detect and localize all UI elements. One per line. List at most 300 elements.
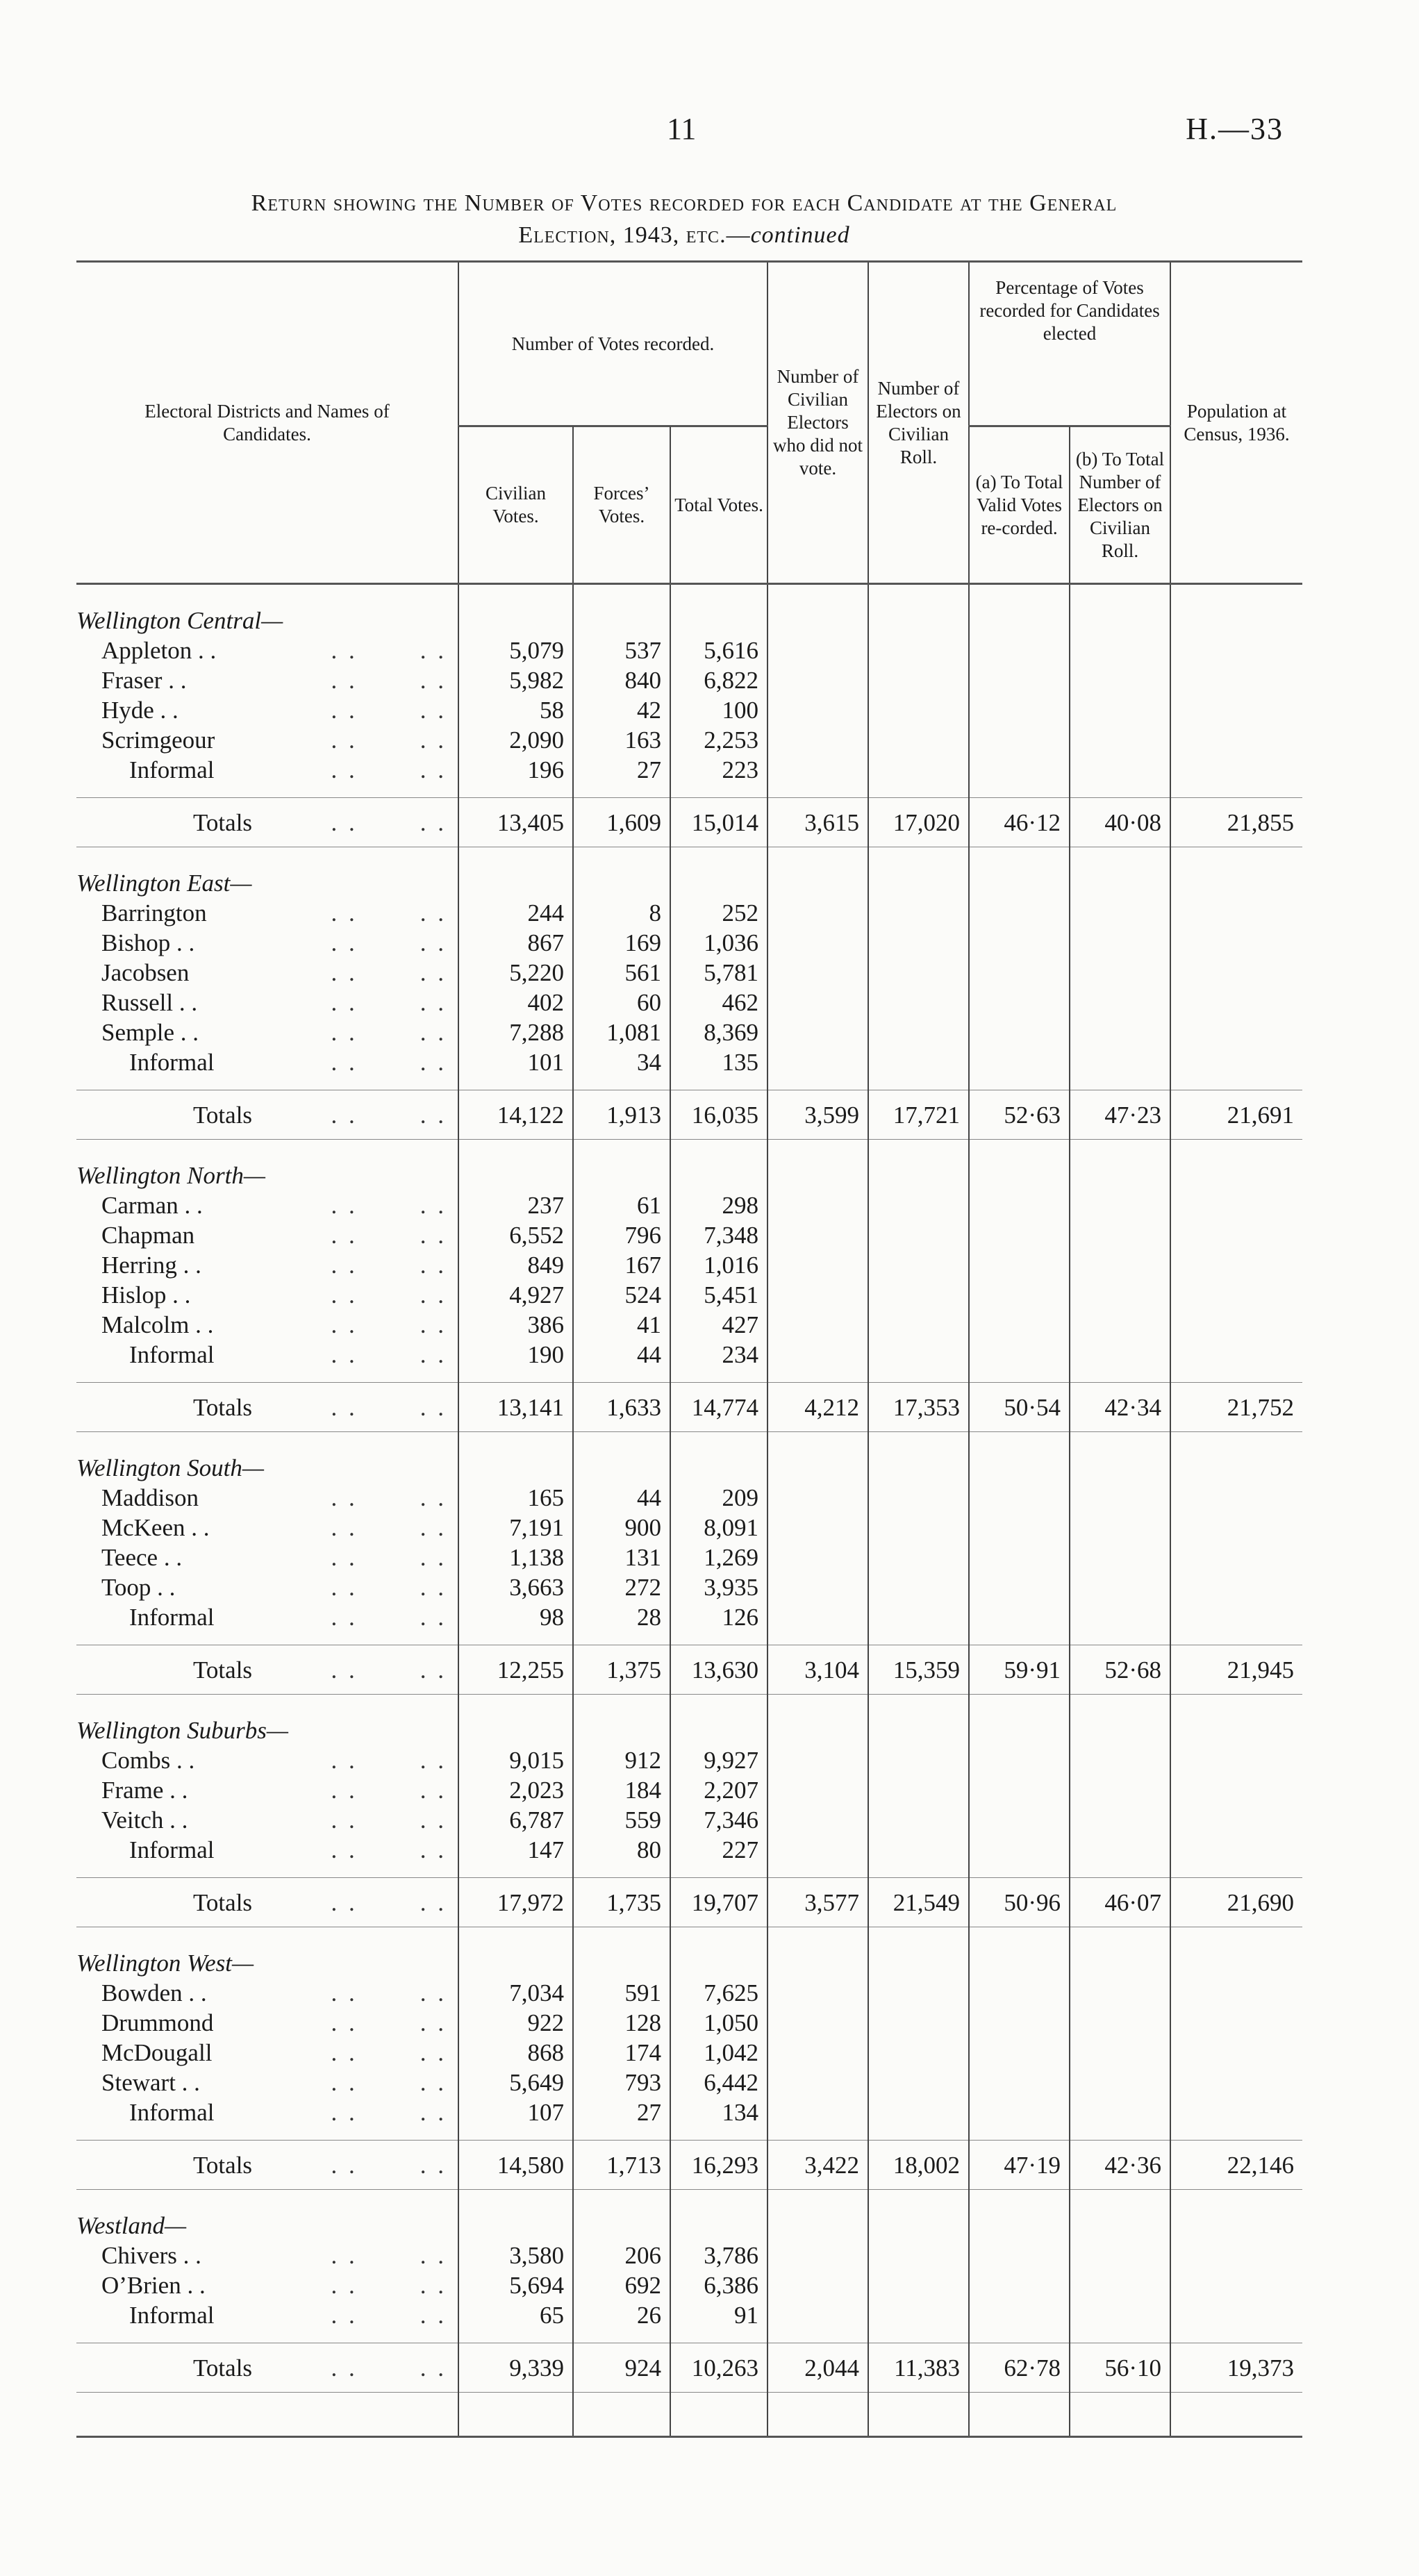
empty-cell <box>969 755 1070 785</box>
candidate-cell <box>76 1775 458 1805</box>
votes-civ: 3,580 <box>458 2241 573 2270</box>
empty-cell <box>1070 1572 1170 1602</box>
empty-cell <box>573 2330 670 2343</box>
votes-forces: 559 <box>573 1805 670 1835</box>
votes-total: 223 <box>670 755 767 785</box>
candidate-name-wrap <box>101 2008 458 2038</box>
votes-forces: 900 <box>573 1513 670 1543</box>
empty-cell <box>868 1280 969 1310</box>
empty-cell <box>969 2300 1070 2330</box>
totals-nonvoters: 4,212 <box>767 1383 868 1432</box>
candidate-name-wrap <box>101 1017 458 1047</box>
candidate-name-wrap <box>101 665 458 695</box>
empty-cell <box>767 584 868 636</box>
empty-cell <box>868 1835 969 1865</box>
table-row <box>76 1250 1302 1280</box>
leader-dots <box>331 928 447 958</box>
spacer-row <box>76 1865 1302 1878</box>
empty-cell <box>969 1865 1070 1878</box>
votes-civ: 5,694 <box>458 2270 573 2300</box>
empty-cell <box>868 2068 969 2097</box>
candidate-cell <box>76 1572 458 1602</box>
leader-dots-1: . . <box>331 1514 358 1541</box>
votes-civ: 58 <box>458 695 573 725</box>
totals-label-wrap <box>193 1888 458 1918</box>
table-row <box>76 1602 1302 1632</box>
candidate-cell <box>76 898 458 928</box>
leader-dots-1: . . <box>331 1019 358 1046</box>
empty-cell <box>868 1340 969 1370</box>
candidate-cell <box>76 635 458 665</box>
candidate-name: Veitch . . <box>101 1806 188 1834</box>
empty-cell <box>1170 2190 1302 2241</box>
totals-nonvoters: 3,577 <box>767 1878 868 1927</box>
empty-cell <box>969 1775 1070 1805</box>
leader-dots <box>331 2150 447 2180</box>
leader-dots-1: . . <box>331 2151 358 2179</box>
table-body <box>76 584 1302 2437</box>
leader-dots-2: . . <box>420 756 447 783</box>
leader-dots-2: . . <box>420 2099 447 2126</box>
leader-dots <box>331 1393 447 1422</box>
totals-civ: 13,141 <box>458 1383 573 1432</box>
leader-dots <box>331 1543 447 1572</box>
candidate-name-wrap <box>129 2097 458 2127</box>
votes-total: 298 <box>670 1190 767 1220</box>
empty-cell <box>969 1432 1070 1484</box>
empty-cell <box>969 1140 1070 1191</box>
empty-cell <box>1170 1978 1302 2008</box>
district-name: Wellington Suburbs— <box>76 1717 288 1744</box>
totals-label-cell <box>76 1878 458 1927</box>
totals-forces: 1,735 <box>573 1878 670 1927</box>
leader-dots <box>331 988 447 1017</box>
candidate-name-wrap <box>101 635 458 665</box>
votes-total: 134 <box>670 2097 767 2127</box>
empty-cell <box>767 2008 868 2038</box>
empty-cell <box>458 2393 573 2437</box>
empty-cell <box>573 1432 670 1484</box>
empty-cell <box>767 2300 868 2330</box>
empty-cell <box>1170 2270 1302 2300</box>
empty-cell <box>969 1250 1070 1280</box>
candidate-name-wrap <box>101 1310 458 1340</box>
title-main: Return showing the Number of Votes recorded for each Candidate at the General <box>251 190 1118 216</box>
empty-cell <box>868 1513 969 1543</box>
empty-cell <box>969 1370 1070 1383</box>
leader-dots-1: . . <box>331 1311 358 1338</box>
empty-cell <box>1170 2097 1302 2127</box>
candidate-cell <box>76 755 458 785</box>
empty-cell <box>868 928 969 958</box>
empty-cell <box>868 1140 969 1191</box>
empty-cell <box>969 1602 1070 1632</box>
empty-cell <box>1070 1047 1170 1077</box>
votes-forces: 163 <box>573 725 670 755</box>
votes-forces: 26 <box>573 2300 670 2330</box>
empty-cell <box>1170 725 1302 755</box>
votes-forces: 167 <box>573 1250 670 1280</box>
leader-dots <box>331 635 447 665</box>
leader-dots-1: . . <box>331 1574 358 1601</box>
votes-civ: 2,023 <box>458 1775 573 1805</box>
empty-cell <box>1070 1370 1170 1383</box>
empty-cell <box>670 1927 767 1979</box>
spacer-row <box>76 2127 1302 2141</box>
totals-total: 16,293 <box>670 2141 767 2190</box>
table-row <box>76 1047 1302 1077</box>
totals-row <box>76 2343 1302 2393</box>
empty-cell <box>969 695 1070 725</box>
votes-civ: 849 <box>458 1250 573 1280</box>
empty-cell <box>868 1865 969 1878</box>
empty-cell <box>1170 1340 1302 1370</box>
candidate-name-wrap <box>101 695 458 725</box>
empty-cell <box>868 2300 969 2330</box>
votes-total: 1,016 <box>670 1250 767 1280</box>
empty-cell <box>868 635 969 665</box>
empty-cell <box>969 725 1070 755</box>
empty-cell <box>1170 1865 1302 1878</box>
leader-dots <box>331 1775 447 1805</box>
empty-cell <box>969 958 1070 988</box>
votes-forces: 8 <box>573 898 670 928</box>
empty-cell <box>1170 1543 1302 1572</box>
leader-dots-2: . . <box>420 1836 447 1863</box>
votes-civ: 101 <box>458 1047 573 1077</box>
leader-dots <box>331 1655 447 1685</box>
candidate-name: Carman . . <box>101 1192 203 1219</box>
empty-cell <box>1070 1632 1170 1645</box>
empty-cell <box>1170 1695 1302 1746</box>
spacer-row <box>76 2330 1302 2343</box>
votes-total: 7,346 <box>670 1805 767 1835</box>
votes-total: 91 <box>670 2300 767 2330</box>
totals-label-wrap <box>193 2353 458 2383</box>
votes-forces: 44 <box>573 1340 670 1370</box>
leader-dots <box>331 1602 447 1632</box>
leader-dots-2: . . <box>420 1656 447 1684</box>
totals-label-wrap <box>193 1655 458 1685</box>
candidate-cell <box>76 1250 458 1280</box>
totals-population: 21,752 <box>1170 1383 1302 1432</box>
votes-total: 1,269 <box>670 1543 767 1572</box>
empty-cell <box>767 928 868 958</box>
col-forces: Forces’ Votes. <box>573 426 670 584</box>
empty-cell <box>1070 1775 1170 1805</box>
table-row <box>76 1543 1302 1572</box>
candidate-name: Hyde . . <box>101 697 179 724</box>
candidate-name-wrap <box>101 1220 458 1250</box>
leader-dots-2: . . <box>420 1049 447 1076</box>
totals-pct-a: 59·91 <box>969 1645 1070 1695</box>
empty-cell <box>868 1775 969 1805</box>
totals-civ: 13,405 <box>458 798 573 847</box>
leader-dots <box>331 1280 447 1310</box>
empty-cell <box>1170 1632 1302 1645</box>
empty-cell <box>767 898 868 928</box>
empty-cell <box>767 988 868 1017</box>
leader-dots <box>331 1805 447 1835</box>
candidate-cell <box>76 988 458 1017</box>
empty-cell <box>868 1047 969 1077</box>
votes-total: 3,786 <box>670 2241 767 2270</box>
empty-cell <box>767 1632 868 1645</box>
votes-return-table <box>76 260 1302 2438</box>
candidate-name-wrap <box>129 1047 458 1077</box>
candidate-cell <box>76 1280 458 1310</box>
empty-cell <box>458 847 573 899</box>
empty-cell <box>767 1483 868 1513</box>
empty-cell <box>670 1865 767 1878</box>
votes-total: 234 <box>670 1340 767 1370</box>
candidate-name: Chapman <box>101 1222 195 1249</box>
empty-cell <box>458 785 573 798</box>
empty-cell <box>1070 1745 1170 1775</box>
empty-cell <box>1170 2330 1302 2343</box>
candidate-name: Teece . . <box>101 1544 183 1571</box>
empty-cell <box>1070 898 1170 928</box>
empty-cell <box>969 847 1070 899</box>
table-row <box>76 988 1302 1017</box>
district-name: Wellington East— <box>76 870 252 897</box>
leader-dots-1: . . <box>331 1888 358 1916</box>
empty-cell <box>868 1543 969 1572</box>
candidate-name-wrap <box>101 1543 458 1572</box>
leader-dots <box>331 2008 447 2038</box>
empty-cell <box>767 1513 868 1543</box>
empty-cell <box>868 1432 969 1484</box>
empty-cell <box>969 1835 1070 1865</box>
empty-cell <box>573 1632 670 1645</box>
leader-dots <box>331 1978 447 2008</box>
empty-cell <box>969 1572 1070 1602</box>
votes-civ: 4,927 <box>458 1280 573 1310</box>
candidate-name: Scrimgeour <box>101 726 215 754</box>
totals-label-cell <box>76 1383 458 1432</box>
empty-cell <box>767 1978 868 2008</box>
totals-label-cell <box>76 2141 458 2190</box>
leader-dots-1: . . <box>331 1049 358 1076</box>
leader-dots-2: . . <box>420 989 447 1016</box>
leader-dots <box>331 1513 447 1543</box>
table-row <box>76 1340 1302 1370</box>
empty-cell <box>1170 2127 1302 2141</box>
candidate-name-wrap <box>101 2068 458 2097</box>
totals-electors: 17,721 <box>868 1090 969 1140</box>
empty-cell <box>868 2097 969 2127</box>
empty-cell <box>1170 1432 1302 1484</box>
leader-dots-2: . . <box>420 726 447 754</box>
empty-cell <box>868 1745 969 1775</box>
candidate-name: Informal <box>129 756 215 783</box>
leader-dots-1: . . <box>331 2069 358 2096</box>
totals-label: Totals <box>193 1393 253 1421</box>
candidate-name-wrap <box>101 898 458 928</box>
votes-forces: 840 <box>573 665 670 695</box>
leader-dots-2: . . <box>420 929 447 956</box>
empty-cell <box>458 1865 573 1878</box>
totals-nonvoters: 3,615 <box>767 798 868 847</box>
empty-cell <box>969 1017 1070 1047</box>
votes-civ: 196 <box>458 755 573 785</box>
empty-cell <box>670 1077 767 1090</box>
empty-cell <box>573 1077 670 1090</box>
empty-cell <box>767 1017 868 1047</box>
totals-label: Totals <box>193 1888 253 1916</box>
empty-cell <box>767 1835 868 1865</box>
empty-cell <box>573 1695 670 1746</box>
votes-total: 2,253 <box>670 725 767 755</box>
empty-cell <box>458 1927 573 1979</box>
totals-electors: 11,383 <box>868 2343 969 2393</box>
empty-cell <box>1070 1017 1170 1047</box>
empty-cell <box>1070 928 1170 958</box>
leader-dots-1: . . <box>331 637 358 664</box>
table-row <box>76 1835 1302 1865</box>
totals-population: 21,945 <box>1170 1645 1302 1695</box>
totals-nonvoters: 3,104 <box>767 1645 868 1695</box>
candidate-cell <box>76 725 458 755</box>
empty-cell <box>1070 2241 1170 2270</box>
empty-cell <box>868 584 969 636</box>
empty-cell <box>458 1695 573 1746</box>
candidate-name-wrap <box>101 958 458 988</box>
totals-pct-a: 50·96 <box>969 1878 1070 1927</box>
page-title <box>69 188 1299 251</box>
votes-forces: 128 <box>573 2008 670 2038</box>
candidate-name-wrap <box>101 1572 458 1602</box>
leader-dots-1: . . <box>331 1656 358 1684</box>
empty-cell <box>868 1370 969 1383</box>
leader-dots <box>331 1250 447 1280</box>
table-row <box>76 2097 1302 2127</box>
votes-civ: 1,138 <box>458 1543 573 1572</box>
leader-dots-2: . . <box>420 1281 447 1308</box>
empty-cell <box>969 1047 1070 1077</box>
empty-cell <box>767 1280 868 1310</box>
empty-cell <box>1170 1077 1302 1090</box>
totals-label: Totals <box>193 808 253 836</box>
leader-dots-2: . . <box>420 667 447 694</box>
empty-cell <box>1170 755 1302 785</box>
empty-cell <box>767 2393 868 2437</box>
totals-total: 10,263 <box>670 2343 767 2393</box>
leader-dots-1: . . <box>331 2099 358 2126</box>
col-electors: Number of Electors on Civilian Roll. <box>868 262 969 584</box>
leader-dots-1: . . <box>331 929 358 956</box>
totals-pct-a: 52·63 <box>969 1090 1070 1140</box>
totals-pct-a: 62·78 <box>969 2343 1070 2393</box>
votes-total: 6,386 <box>670 2270 767 2300</box>
col-districts: Electoral Districts and Names of Candidates. <box>76 262 458 584</box>
empty-cell <box>767 1340 868 1370</box>
leader-dots <box>331 1483 447 1513</box>
leader-dots-2: . . <box>420 1393 447 1421</box>
empty-cell <box>1170 1370 1302 1383</box>
leader-dots <box>331 2038 447 2068</box>
empty-cell <box>1070 1310 1170 1340</box>
table-row <box>76 2300 1302 2330</box>
empty-cell <box>1070 1220 1170 1250</box>
empty-cell <box>1070 1513 1170 1543</box>
empty-cell <box>1070 988 1170 1017</box>
candidate-cell <box>76 1220 458 1250</box>
leader-dots <box>331 1572 447 1602</box>
candidate-cell <box>76 1543 458 1572</box>
empty-cell <box>969 1632 1070 1645</box>
empty-cell <box>1070 695 1170 725</box>
totals-forces: 1,713 <box>573 2141 670 2190</box>
votes-forces: 1,081 <box>573 1017 670 1047</box>
votes-civ: 7,288 <box>458 1017 573 1047</box>
candidate-name-wrap <box>101 2270 458 2300</box>
empty-cell <box>868 1695 969 1746</box>
leader-dots <box>331 1340 447 1370</box>
empty-cell <box>76 2393 458 2437</box>
table-row <box>76 1220 1302 1250</box>
empty-cell <box>767 1695 868 1746</box>
empty-cell <box>868 1978 969 2008</box>
candidate-cell <box>76 1190 458 1220</box>
candidate-cell <box>76 2270 458 2300</box>
votes-civ: 5,982 <box>458 665 573 695</box>
leader-dots <box>331 808 447 838</box>
empty-cell <box>868 1927 969 1979</box>
empty-cell <box>868 988 969 1017</box>
votes-forces: 561 <box>573 958 670 988</box>
totals-nonvoters: 3,599 <box>767 1090 868 1140</box>
empty-cell <box>1170 1572 1302 1602</box>
empty-cell <box>868 1602 969 1632</box>
empty-cell <box>573 2127 670 2141</box>
leader-dots <box>331 1835 447 1865</box>
candidate-cell <box>76 2068 458 2097</box>
empty-cell <box>969 635 1070 665</box>
empty-cell <box>969 1513 1070 1543</box>
col-pct-b: (b) To Total Number of Electors on Civilian Roll. <box>1070 426 1170 584</box>
votes-forces: 692 <box>573 2270 670 2300</box>
votes-civ: 237 <box>458 1190 573 1220</box>
votes-total: 209 <box>670 1483 767 1513</box>
totals-pct-a: 47·19 <box>969 2141 1070 2190</box>
leader-dots <box>331 2353 447 2383</box>
empty-cell <box>670 1695 767 1746</box>
leader-dots-1: . . <box>331 2039 358 2066</box>
candidate-cell <box>76 1310 458 1340</box>
totals-pct-b: 42·34 <box>1070 1383 1170 1432</box>
empty-cell <box>1070 1432 1170 1484</box>
votes-forces: 27 <box>573 755 670 785</box>
votes-civ: 147 <box>458 1835 573 1865</box>
empty-cell <box>969 1805 1070 1835</box>
candidate-cell <box>76 2038 458 2068</box>
candidate-name-wrap <box>101 988 458 1017</box>
col-population: Population at Census, 1936. <box>1170 262 1302 584</box>
totals-label-wrap <box>193 2150 458 2180</box>
votes-civ: 3,663 <box>458 1572 573 1602</box>
totals-civ: 12,255 <box>458 1645 573 1695</box>
empty-cell <box>969 2190 1070 2241</box>
empty-cell <box>573 2393 670 2437</box>
table-row <box>76 928 1302 958</box>
empty-cell <box>767 1543 868 1572</box>
empty-cell <box>868 1805 969 1835</box>
empty-cell <box>868 1250 969 1280</box>
empty-cell <box>767 2270 868 2300</box>
votes-total: 1,036 <box>670 928 767 958</box>
empty-cell <box>868 2190 969 2241</box>
